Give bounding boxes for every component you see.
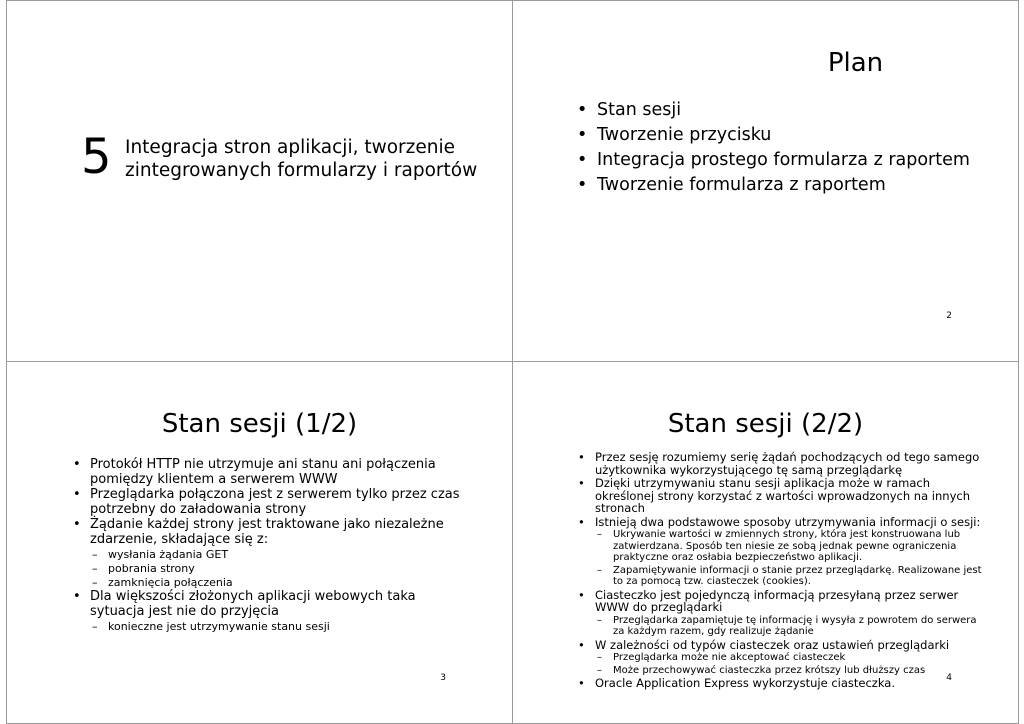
list-item: • Dla większości złożonych aplikacji webowych taka sytuacja jest nie do przyjęcia: [90, 590, 470, 619]
list-item: • Dzięki utrzymywaniu stanu sesji aplikacja może w ramach określonej strony korzystać z wartości wprowadzonych na innych stronach: [595, 477, 985, 515]
chapter-number: 5: [81, 129, 112, 185]
slide-heading: Plan: [827, 48, 884, 78]
sub-list-item: – Ukrywanie wartości w zmiennych strony, która jest konstruowana lub zatwierdzana. Sposób ten niesie ze sobą jednak pewne ograniczenia praktyczne oraz osłabia bezpieczeństwo aplikacji.: [613, 529, 985, 564]
slide-title-chapter: [6, 0, 513, 362]
slide-session-2: [512, 361, 1019, 724]
page-number: 2: [946, 311, 952, 321]
list-item: • Oracle Application Express wykorzystuje ciasteczka.: [595, 677, 985, 690]
sub-list-item: – konieczne jest utrzymywanie stanu sesji: [108, 620, 470, 634]
list-item: • Tworzenie formularza z raportem: [597, 173, 1007, 198]
sub-list-item: – Przeglądarka może nie akceptować ciasteczek: [613, 652, 985, 664]
bullet-list: [597, 98, 1007, 198]
list-item: • Stan sesji: [597, 98, 1007, 123]
sub-list-item: – zamknięcia połączenia: [108, 576, 470, 590]
list-item: • Ciasteczko jest pojedynczą informacją przesyłaną przez serwer WWW do przeglądarki: [595, 589, 985, 614]
list-item: • Przez sesję rozumiemy serię żądań pochodzących od tego samego użytkownika wykorzystującego tę samą przeglądarkę: [595, 451, 985, 476]
sub-list-item: – wysłania żądania GET: [108, 548, 470, 562]
slide-heading: Stan sesji (1/2): [161, 409, 358, 439]
list-item: • Żądanie każdej strony jest traktowane jako niezależne zdarzenie, składające się z:: [90, 518, 470, 547]
slide-plan: [512, 0, 1019, 362]
list-item: • Integracja prostego formularza z raportem: [597, 148, 1007, 173]
chapter-title: Integracja stron aplikacji, tworzenie zintegrowanych formularzy i raportów: [125, 137, 478, 181]
bullet-list: [90, 458, 470, 634]
list-item: • Protokół HTTP nie utrzymuje ani stanu ani połączenia pomiędzy klientem a serwerem WWW: [90, 458, 470, 487]
sub-list-item: – Może przechowywać ciasteczka przez krótszy lub dłuższy czas: [613, 665, 985, 677]
page-number: 3: [440, 673, 446, 683]
sub-list-item: – Zapamiętywanie informacji o stanie przez przeglądarkę. Realizowane jest to za pomocą tzw. ciasteczek (cookies).: [613, 565, 985, 588]
list-item: • Przeglądarka połączona jest z serwerem tylko przez czas potrzebny do załadowania strony: [90, 488, 470, 517]
list-item: • Istnieją dwa podstawowe sposoby utrzymywania informacji o sesji:: [595, 516, 985, 529]
list-item: • Tworzenie przycisku: [597, 123, 1007, 148]
list-item: • W zależności od typów ciasteczek oraz ustawień przeglądarki: [595, 639, 985, 652]
slide-heading: Stan sesji (2/2): [667, 409, 864, 439]
bullet-list: [595, 450, 985, 690]
sub-list-item: – Przeglądarka zapamiętuje tę informację i wysyła z powrotem do serwera za każdym razem, gdy realizuje żądanie: [613, 615, 985, 638]
page-number: 4: [946, 673, 952, 683]
sub-list-item: – pobrania strony: [108, 562, 470, 576]
slide-session-1: [6, 361, 513, 724]
